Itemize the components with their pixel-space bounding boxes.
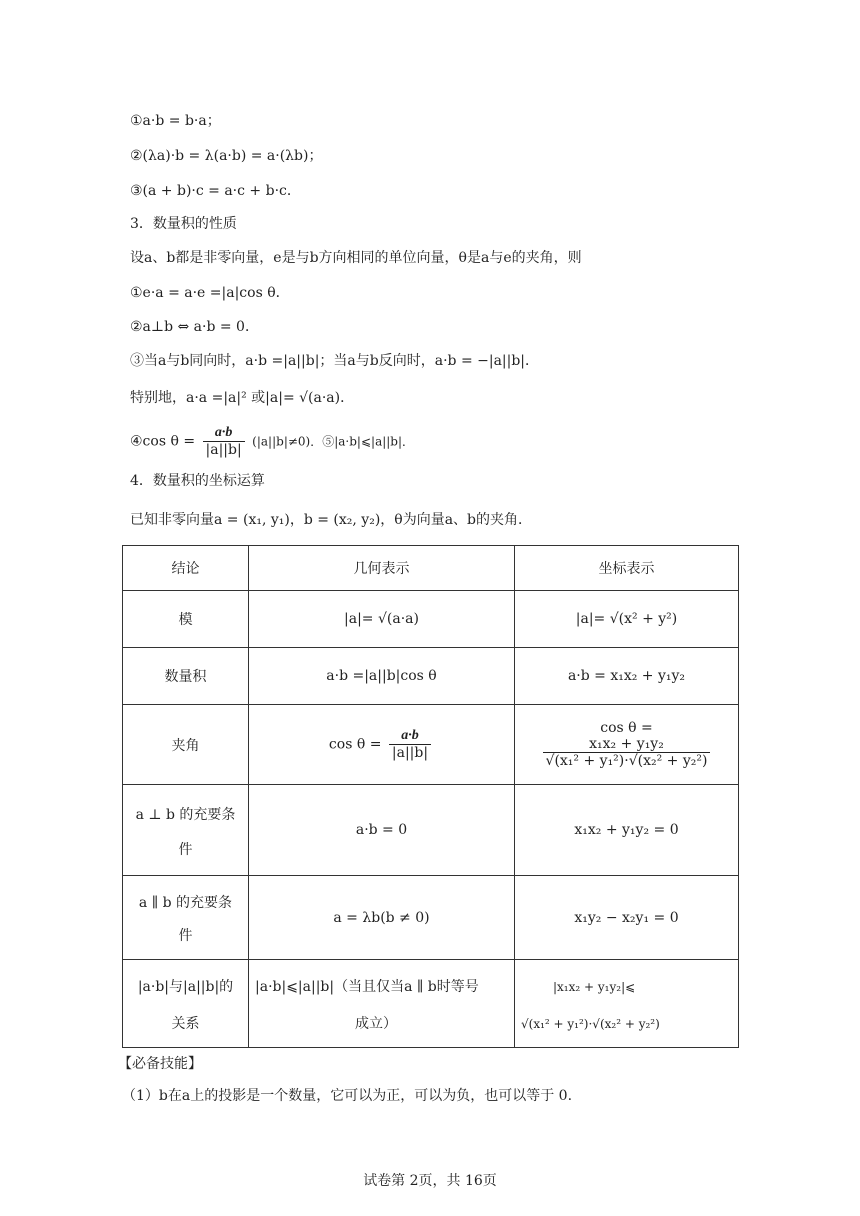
cell-geometric: [249, 960, 515, 1048]
law-3: ③(a + b)·c = a·c + b·c．: [130, 183, 301, 199]
header-conclusion: 结论: [123, 546, 249, 591]
law-1: ①a·b = b·a；: [130, 113, 221, 129]
cell-conclusion: [123, 960, 249, 1048]
p4-numerator: a·b: [203, 425, 245, 442]
header-coordinate: 坐标表示: [515, 546, 739, 591]
geo-denominator: |a||b|: [391, 745, 429, 761]
law-2: ②(λa)·b = λ(a·b) = a·(λb)；: [130, 148, 323, 164]
cell-line-2: 关系: [171, 1015, 200, 1032]
table-row: [123, 705, 739, 785]
property-3: ③当a与b同向时，a·b =|a||b|；当a与b反向时，a·b = −|a||b|．: [130, 353, 540, 369]
coord-fraction: [543, 736, 711, 769]
special-case: 特别地，a·a =|a|² 或|a|= √(a·a)．: [130, 390, 355, 406]
cell-line-1: a ⊥ b 的充要条: [135, 807, 236, 823]
cell-line-1: |x₁x₂ + y₁y₂|⩽: [553, 979, 636, 994]
cell-geometric: [249, 705, 515, 785]
cell-line-2: 件: [178, 927, 193, 944]
cell-geometric: |a|= √(a·a): [249, 591, 515, 648]
geo-numerator: a·b: [389, 728, 431, 745]
section-4-intro: 已知非零向量a = (x₁, y₁)，b = (x₂, y₂)，θ为向量a、b的夹角．: [130, 512, 533, 528]
skill-1: （1）b在a上的投影是一个数量，它可以为正，可以为负，也可以等于 0.: [122, 1088, 573, 1104]
table-row: [123, 591, 739, 648]
property-4: [130, 425, 414, 458]
table-row: [123, 785, 739, 876]
cell-line-1: a ∥ b 的充要条: [138, 894, 233, 911]
cell-line-1: |a·b|与|a||b|的: [137, 978, 234, 995]
section-3-heading: 3．数量积的性质: [130, 216, 237, 232]
cell-coordinate: [515, 960, 739, 1048]
cell-coordinate: x₁y₂ − x₂y₁ = 0: [515, 876, 739, 960]
cell-conclusion: [123, 876, 249, 960]
dot-product-table: [122, 545, 739, 1048]
coord-denominator: √(x₁² + y₁²)·√(x₂² + y₂²): [545, 753, 708, 769]
skills-heading: 【必备技能】: [118, 1056, 202, 1072]
table-row: [123, 648, 739, 705]
coord-numerator: x₁x₂ + y₁y₂: [543, 736, 711, 753]
cos-label: cos θ =: [600, 720, 653, 736]
cell-geometric: a·b =|a||b|cos θ: [249, 648, 515, 705]
p4-fraction: [203, 425, 245, 458]
section-3-intro: 设a、b都是非零向量，e是与b方向相同的单位向量，θ是a与e的夹角，则: [130, 250, 582, 266]
table-header-row: [123, 546, 739, 591]
p4-suffix: (|a||b|≠0)．⑤|a·b|⩽|a||b|．: [252, 434, 415, 449]
cell-geometric: a = λb(b ≠ 0): [249, 876, 515, 960]
cell-conclusion: 模: [123, 591, 249, 648]
table-row: [123, 876, 739, 960]
property-2: ②a⊥b ⇔ a·b = 0．: [130, 319, 259, 335]
cell-line-2: √(x₁² + y₁²)·√(x₂² + y₂²): [521, 1016, 660, 1031]
page-footer: 试卷第 2页，共 16页: [363, 1173, 497, 1189]
table-row: [123, 960, 739, 1048]
cell-line-2: 件: [178, 842, 193, 858]
p4-denominator: |a||b|: [205, 442, 242, 458]
cell-coordinate: [515, 705, 739, 785]
section-4-heading: 4．数量积的坐标运算: [130, 473, 265, 489]
cell-conclusion: 数量积: [123, 648, 249, 705]
property-1: ①e·a = a·e =|a|cos θ．: [130, 285, 290, 301]
geo-fraction: [389, 728, 431, 761]
cos-label: cos θ =: [328, 736, 382, 753]
cell-conclusion: [123, 785, 249, 876]
cell-coordinate: |a|= √(x² + y²): [515, 591, 739, 648]
p4-prefix: ④cos θ =: [130, 433, 196, 450]
cell-coordinate: a·b = x₁x₂ + y₁y₂: [515, 648, 739, 705]
header-geometric: 几何表示: [249, 546, 515, 591]
cell-coordinate: x₁x₂ + y₁y₂ = 0: [515, 785, 739, 876]
cell-line-1: |a·b|⩽|a||b|（当且仅当a ∥ b时等号: [255, 978, 479, 995]
cell-geometric: a·b = 0: [249, 785, 515, 876]
cell-conclusion: 夹角: [123, 705, 249, 785]
cell-line-2: 成立）: [355, 1015, 397, 1032]
